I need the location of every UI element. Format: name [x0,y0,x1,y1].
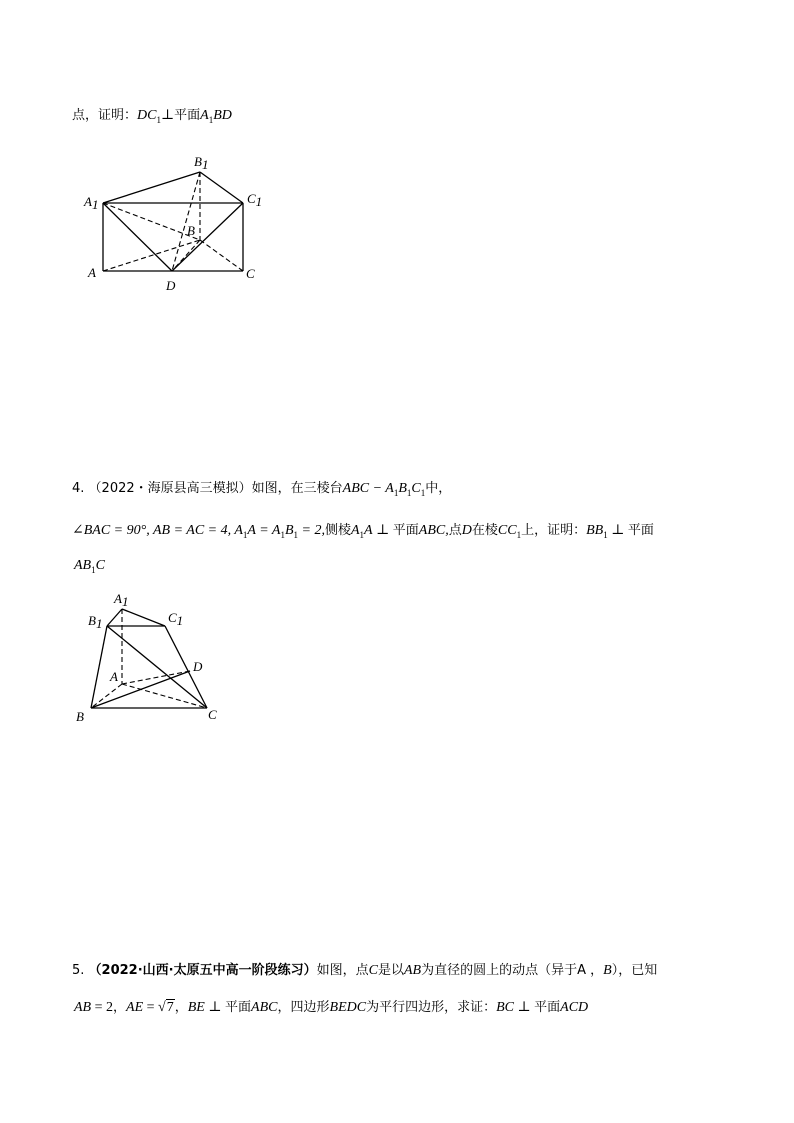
problem4-line2: ∠BAC = 90°, AB = AC = 4, $A_1A = A_1B_1 = 2$,侧棱$A_1A$ ⊥ 平面ABC,点D在棱$CC_1$上，证明：$BB_1$ ⊥ 平面 [72,523,654,540]
problem5-source: （2022·山西·太原五中高一阶段练习） [88,963,317,978]
dash-a-c [122,684,207,708]
problem5-line1: 5. （2022·山西·太原五中高一阶段练习）如图，点C是以AB为直径的圆上的动点（异于A ，B），已知 [72,963,658,978]
sqrt-value: 7 [166,1000,174,1015]
label-b: B [187,223,195,238]
problem4-tail: 中， [425,481,452,496]
plane-text: 平面 [174,108,201,123]
edge-a1-c1 [122,609,165,626]
label-d: D [193,659,203,674]
plane-ab1c: $AB_1C$ [74,558,105,575]
lead-text: 点，证明： [72,108,138,123]
edge-b1-a1 [107,609,122,626]
label-c1: C1 [168,610,184,628]
dash-a-b [91,684,122,708]
problem4-source: （2022・海原县高三模拟）如图，在三棱台 [88,481,343,496]
label-c: C [246,266,255,281]
expr-dc1: $DC_1$ [137,108,161,125]
label-a1: A1 [84,194,99,212]
label-b: B [76,709,84,724]
edge-expr: $A_1A$ [350,523,373,540]
conditions-expr: ∠BAC = 90°, AB = AC = 4, $A_1A = A_1B_1 = 2$, [72,523,325,540]
problem4-number: 4. [72,481,85,496]
label-a: A [110,669,118,684]
label-d: D [166,278,176,293]
label-b1: B1 [194,154,209,172]
label-b1: B1 [88,613,103,631]
problem5-line2: AB = 2，AE = √7，BE ⊥ 平面ABC，四边形BEDC为平行四边形，求证：BC ⊥ 平面ACD [74,1000,589,1015]
label-c1: C1 [247,191,263,209]
problem5-number: 5. [72,963,85,978]
expr-a1bd: $A_1BD$ [200,108,232,125]
frustum-expr: ABC − $A_1B_1C_1$ [342,481,426,498]
sqrt-symbol: √ [158,1000,166,1015]
label-a: A [88,265,96,280]
label-a1: A1 [114,591,129,609]
dash-a-d [122,671,190,684]
label-c: C [208,707,217,722]
perp-symbol: ⊥ [160,108,175,123]
edge-b1-b [91,626,107,708]
